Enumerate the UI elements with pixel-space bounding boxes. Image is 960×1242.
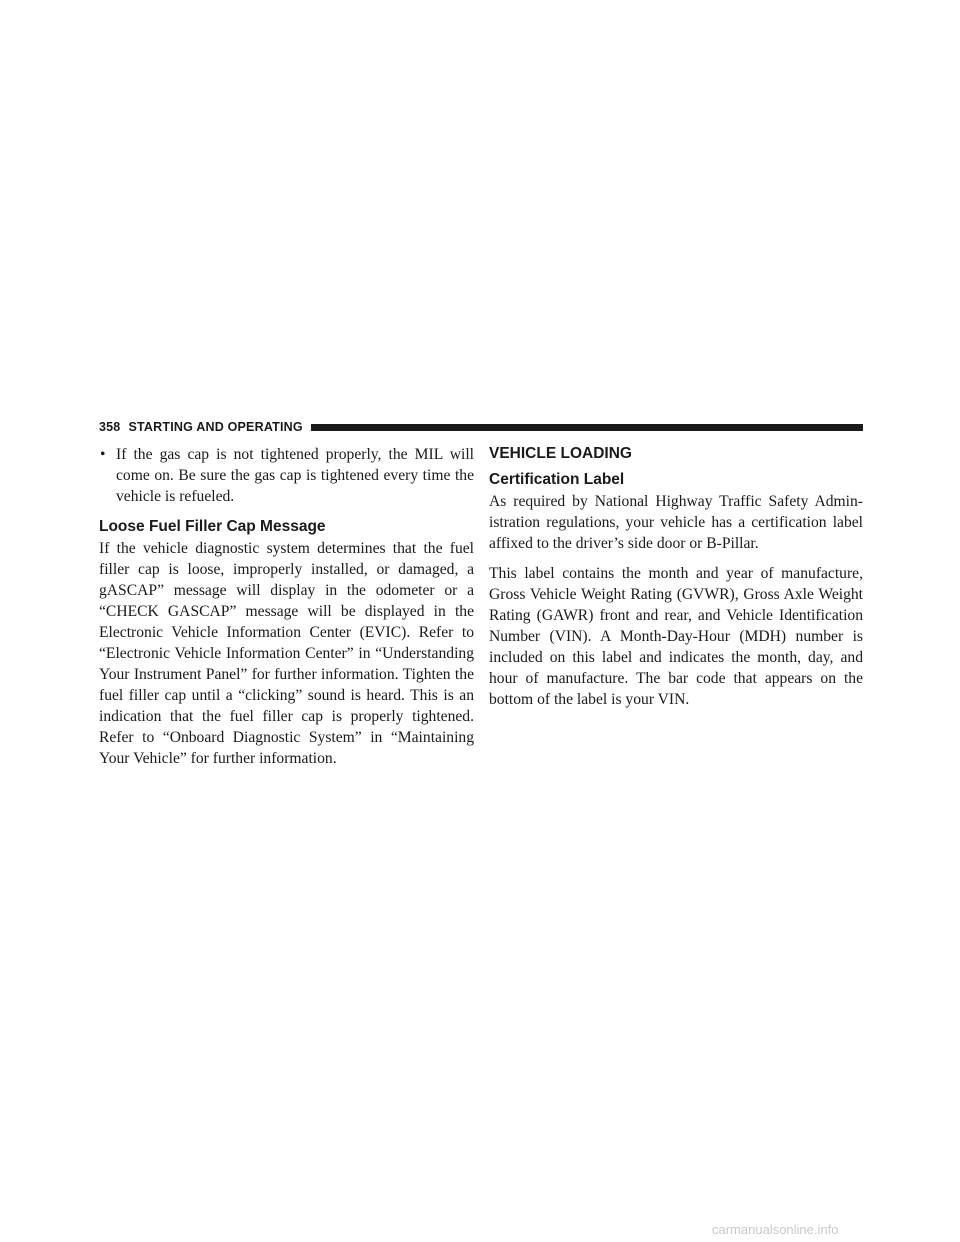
left-column (99, 444, 474, 778)
certification-label-heading: Certification Label (489, 471, 625, 488)
header-rule (311, 424, 863, 431)
watermark: carmanualsonline.info (712, 1222, 839, 1237)
loose-cap-paragraph: If the vehicle diagnostic system determines that the fuel filler cap is loose, improperly installed, or damaged, a gASCAP” message will display in the odometer or a “CHECK GASCAP” message will be displayed in the Electronic Vehicle Information Center (EVIC). Refer to “Electronic Vehicle Information Center” in “Understanding Your Instrument Panel” for further information. Tighten the fuel filler cap until a “clicking” sound is heard. This is an indication that the fuel filler cap is properly tightened. Refer to “Onboard Diagnostic System” in “Maintaining Your Vehicle” for further information. (99, 540, 474, 767)
certification-paragraph-2: This label contains the month and year of manufacture, Gross Vehicle Weight Rating (GVWR), Gross Axle Weight Rating (GAWR) front and rear, and Vehicle Identification Number (VIN). A Month-Day-Hour (MDH) number is included on this label and indicates the month, day, and hour of manufacture. The bar code that appears on the bottom of the label is your VIN. (489, 565, 863, 708)
vehicle-loading-heading: VEHICLE LOADING (489, 445, 632, 462)
right-column (489, 444, 863, 719)
page-header (99, 420, 863, 434)
certification-paragraph-1: As required by National Highway Traffic Safety Administration regulations, your vehicle has a certification label affixed to the driver’s side door or B-Pillar. (489, 493, 863, 552)
bullet-icon: • (100, 446, 106, 463)
section-title: STARTING AND OPERATING (128, 420, 303, 434)
bullet-text: If the gas cap is not tightened properly, the MIL will come on. Be sure the gas cap is tightened every time the vehicle is refueled. (116, 446, 474, 505)
bullet-item (99, 444, 474, 507)
page-number: 358 (99, 420, 121, 434)
loose-cap-heading: Loose Fuel Filler Cap Message (99, 518, 326, 535)
